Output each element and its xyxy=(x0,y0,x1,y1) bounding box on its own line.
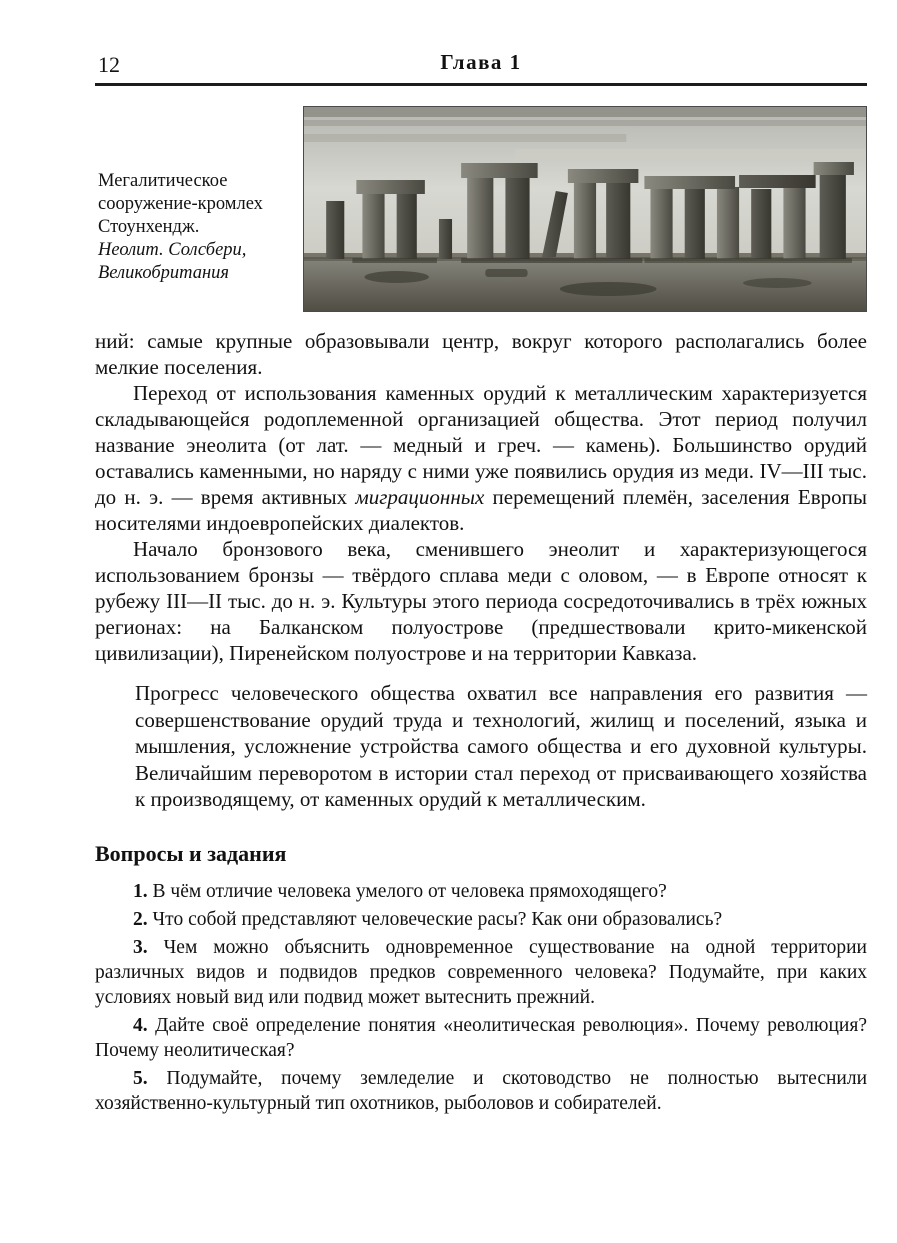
question-text: Что собой представляют человеческие расы? Как они образовались? xyxy=(152,908,723,930)
question-number: 1. xyxy=(133,880,148,902)
question-text: В чём отличие человека умелого от человека прямоходящего? xyxy=(152,880,667,902)
page-header xyxy=(95,50,867,78)
paragraph-eneolith: Переход от использования каменных орудий к металлическим характеризуется складывающейся родоплеменной организацией общества. Этот период получил название энеолита (от лат. — медный и греч. — камень). Большинство орудий оставались каменными, но наряду с ними уже появились орудия из меди. IV—III тыс. до н. э. — время активных миграционных перемещений племён, заселения Европы носителями индоевропейских диалектов. xyxy=(95,381,868,535)
question-item-1 xyxy=(95,879,867,904)
question-number: 5. xyxy=(133,1067,148,1089)
question-number: 3. xyxy=(133,936,148,958)
questions-list xyxy=(95,879,867,1116)
question-item-2 xyxy=(95,907,867,932)
stonehenge-photo xyxy=(303,106,867,312)
figure-stonehenge xyxy=(95,106,867,312)
figure-caption xyxy=(95,106,303,312)
question-item-4 xyxy=(95,1013,867,1063)
question-text: Дайте своё определение понятия «неолитическая революция». Почему революция? Почему неолитическая? xyxy=(95,1014,867,1061)
paragraph-continuation: ний: самые крупные образовывали центр, вокруг которого располагались более мелкие поселения. xyxy=(95,329,867,379)
chapter-summary: Прогресс человеческого общества охватил все направления его развития — совершенствование орудий труда и технологий, жилищ и поселений, языка и мышления, усложнение устройства самого общества и его духовной культуры. Величайшим переворотом в истории стал переход от присваивающего хозяйства к производящему, от каменных орудий к металлическим. xyxy=(135,681,867,811)
questions-heading: Вопросы и задания xyxy=(95,840,287,866)
body-text xyxy=(95,328,867,666)
paragraph-bronze-age: Начало бронзового века, сменившего энеолит и характеризующегося использованием бронзы — твёрдого сплава меди с оловом, — в Европе относят к рубежу III—II тыс. до н. э. Культуры этого периода сосредоточивались в трёх южных регионах: на Балканском полуострове (предшествовали крито-микенской цивилизации), Пиренейском полуострове и на территории Кавказа. xyxy=(95,537,867,665)
question-text: Чем можно объяснить одновременное существование на одной территории различных видов и подвидов предков современного человека? Подумайте, при каких условиях новый вид или подвид может вытеснить прежний. xyxy=(95,936,867,1008)
page-number: 12 xyxy=(98,52,120,77)
header-rule xyxy=(95,83,867,86)
caption-text: Мегалитическое сооружение-кромлех Стоунхендж. xyxy=(98,171,263,237)
question-item-3 xyxy=(95,935,867,1010)
question-number: 2. xyxy=(133,908,148,930)
question-number: 4. xyxy=(133,1014,148,1036)
question-item-5 xyxy=(95,1066,867,1116)
chapter-header: Глава 1 xyxy=(440,50,522,74)
question-text: Подумайте, почему земледелие и скотоводство не полностью вытеснили хозяйственно-культурный тип охотников, рыболовов и собирателей. xyxy=(95,1067,868,1114)
caption-source-text: Неолит. Солсбери, Великобритания xyxy=(98,239,247,283)
